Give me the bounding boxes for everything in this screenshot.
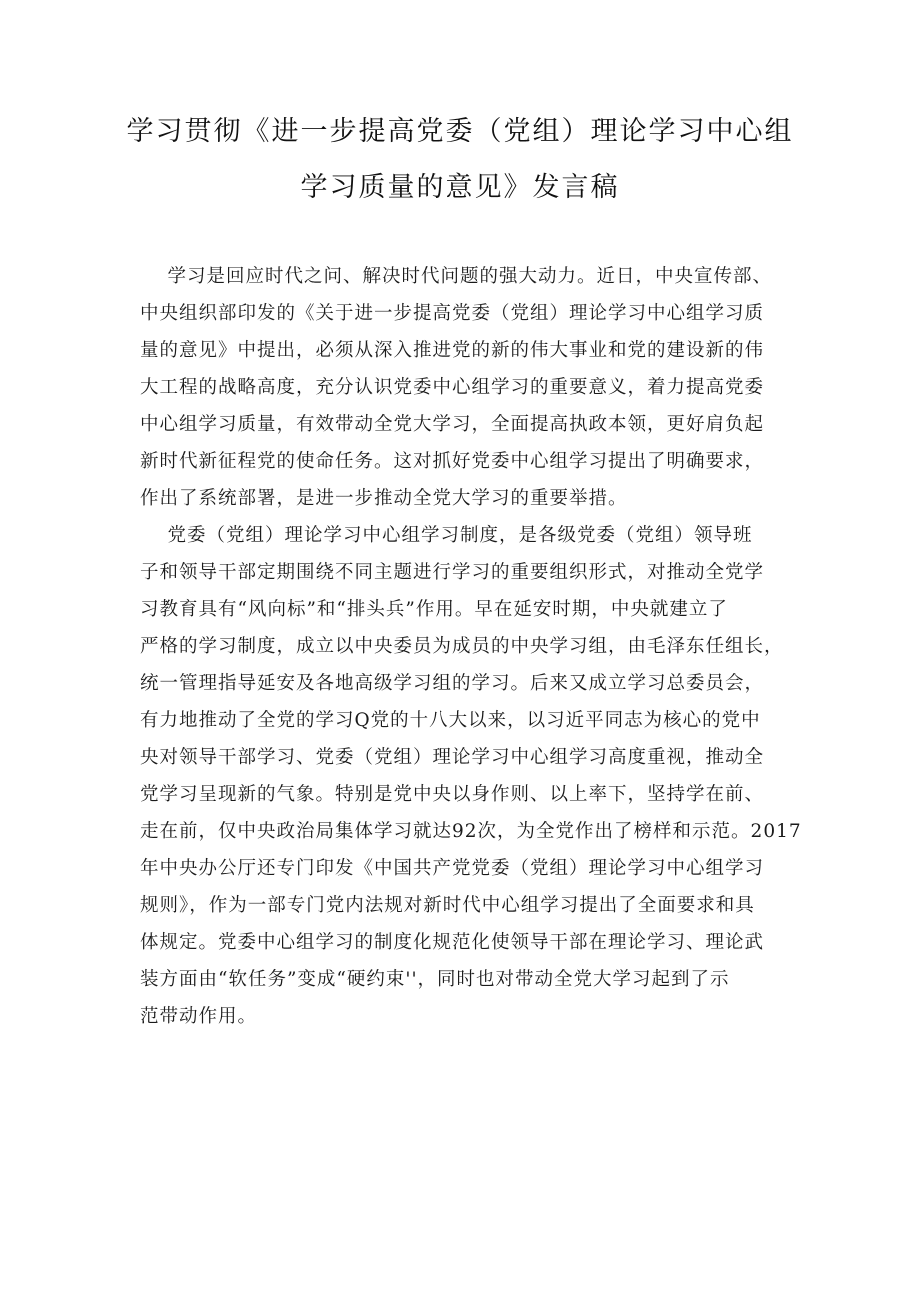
paragraph-line: 量的意见》中提出，必须从深入推进党的新的伟大事业和党的建设新的伟 bbox=[140, 340, 765, 361]
document-body bbox=[140, 258, 802, 1035]
paragraph-line: 严格的学习制度，成立以中央委员为成员的中央学习组，由毛泽东任组长， bbox=[140, 636, 784, 657]
document-title bbox=[120, 104, 800, 216]
paragraph-line: 学习是回应时代之问、解决时代问题的强大动力。近日，中央宣传部、 bbox=[140, 266, 773, 287]
paragraph-1 bbox=[140, 258, 795, 517]
paragraph-line: 子和领导干部定期围绕不同主题进行学习的重要组织形式，对推动全党学 bbox=[140, 562, 765, 583]
paragraph-line: 范带动作用。 bbox=[140, 1006, 258, 1027]
paragraph-line: 规则》，作为一部专门党内法规对新时代中心组学习提出了全面要求和具 bbox=[140, 895, 755, 916]
paragraph-line: 统一管理指导延安及各地高级学习组的学习。后来又成立学习总委员会， bbox=[140, 673, 765, 694]
paragraph-line: 大工程的战略高度，充分认识党委中心组学习的重要意义，着力提高党委 bbox=[140, 377, 765, 398]
paragraph-line: 新时代新征程党的使命任务。这对抓好党委中心组学习提出了明确要求， bbox=[140, 451, 765, 472]
paragraph-line: 体规定。党委中心组学习的制度化规范化使领导干部在理论学习、理论武 bbox=[140, 932, 765, 953]
paragraph-line: 走在前，仅中央政治局集体学习就达92次，为全党作出了榜样和示范。2017 bbox=[140, 821, 802, 842]
paragraph-line: 习教育具有“风向标”和“排头兵”作用。早在延安时期，中央就建立了 bbox=[140, 599, 728, 620]
paragraph-line: 央对领导干部学习、党委（党组）理论学习中心组学习高度重视，推动全 bbox=[140, 747, 765, 768]
paragraph-line: 党委（党组）理论学习中心组学习制度，是各级党委（党组）领导班 bbox=[140, 525, 753, 546]
paragraph-line: 有力地推动了全党的学习Q党的十八大以来，以习近平同志为核心的党中 bbox=[140, 710, 761, 731]
paragraph-line: 党学习呈现新的气象。特别是党中央以身作则、以上率下，坚持学在前、 bbox=[140, 784, 765, 805]
paragraph-2 bbox=[140, 517, 802, 1035]
paragraph-line: 作出了系统部署，是进一步推动全党大学习的重要举措。 bbox=[140, 488, 628, 509]
paragraph-line: 中央组织部印发的《关于进一步提高党委（党组）理论学习中心组学习质 bbox=[140, 303, 765, 324]
title-line-1: 学习贯彻《进一步提高党委（党组）理论学习中心组 bbox=[126, 116, 794, 147]
paragraph-line: 装方面由“软任务”变成“硬约束''，同时也对带动全党大学习起到了示 bbox=[140, 969, 730, 990]
paragraph-line: 中心组学习质量，有效带动全党大学习，全面提高执政本领，更好肩负起 bbox=[140, 414, 765, 435]
title-line-2: 学习质量的意见》发言稿 bbox=[300, 172, 620, 203]
paragraph-line: 年中央办公厅还专门印发《中国共产党党委（党组）理论学习中心组学习 bbox=[140, 858, 765, 879]
